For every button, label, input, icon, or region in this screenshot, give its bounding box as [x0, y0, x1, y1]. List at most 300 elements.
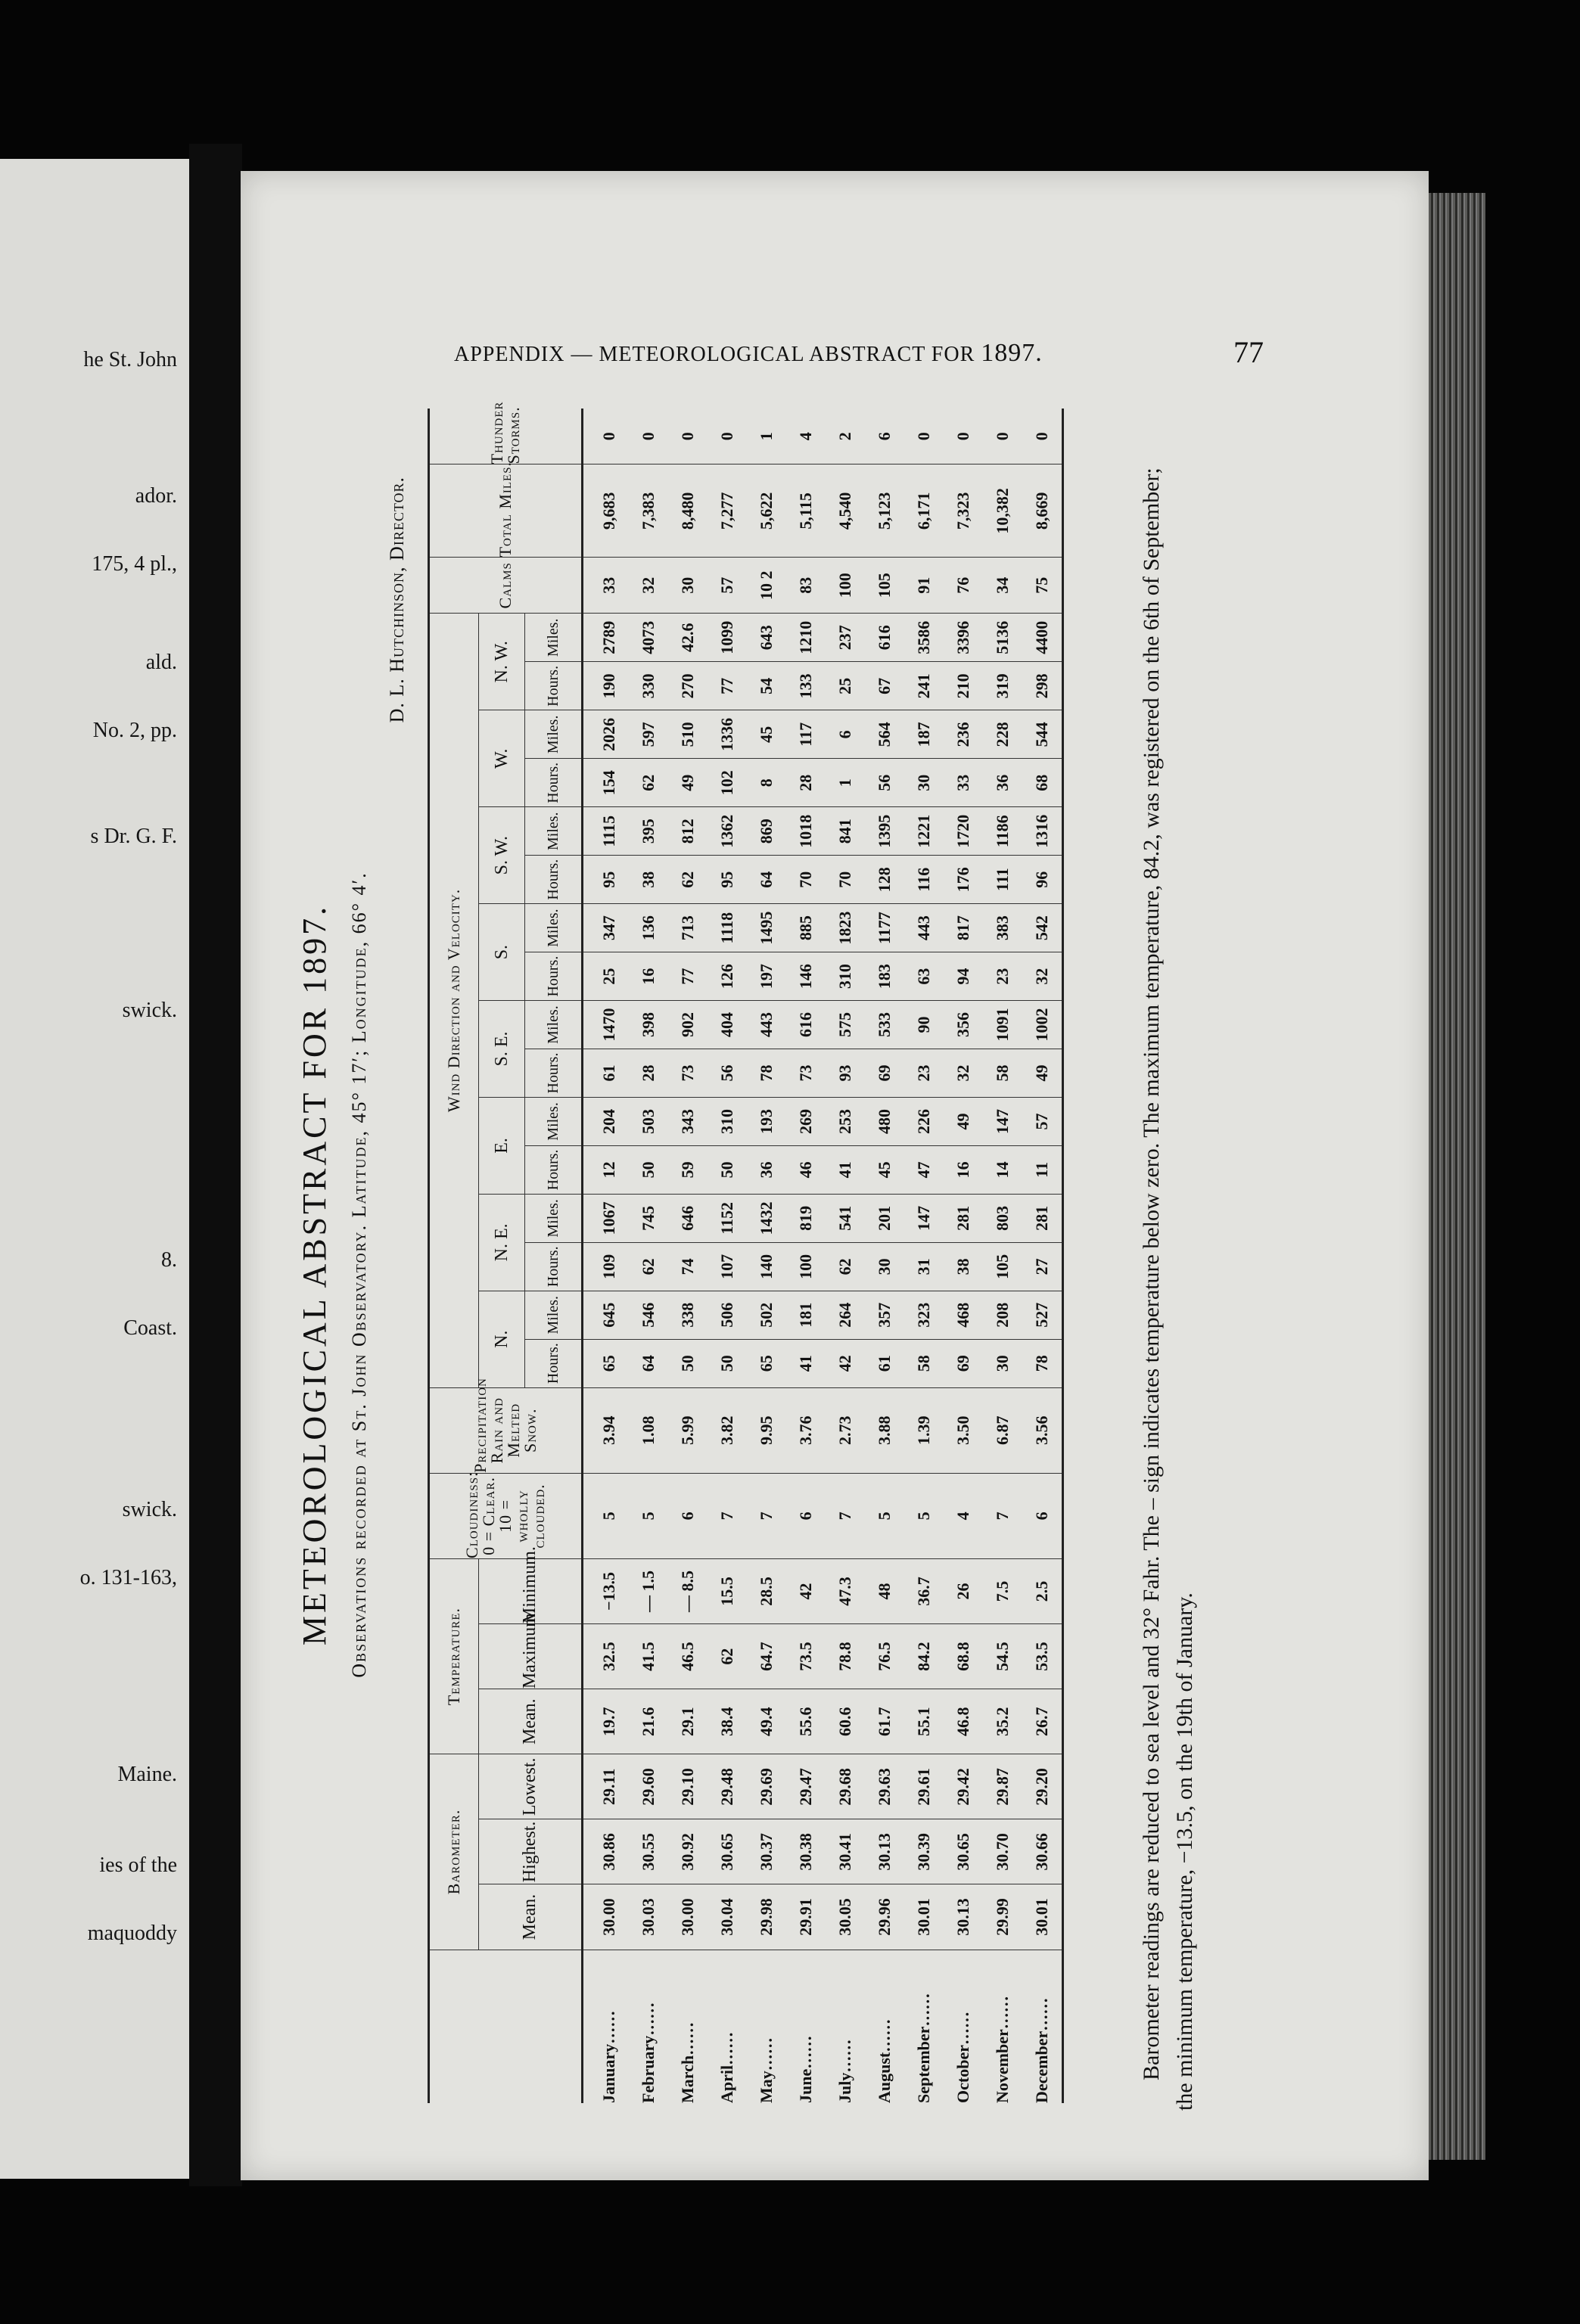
cell-bhigh: 30.38	[786, 1819, 826, 1884]
cell-sh: 23	[983, 952, 1022, 1001]
cell-month: March……	[678, 2021, 697, 2103]
cell-swm: 1115	[583, 807, 630, 856]
cell-bmean: 29.98	[747, 1884, 786, 1950]
nw-miles-header: Miles.	[525, 614, 583, 662]
cell-sem: 90	[904, 1001, 944, 1049]
dir-sw-header: S. W.	[479, 807, 525, 904]
cell-tmin: 48	[865, 1558, 904, 1623]
cell-total: 8,480	[668, 464, 708, 558]
cell-wm: 236	[944, 710, 983, 759]
cell-seh: 69	[865, 1049, 904, 1098]
cell-calms: 34	[983, 558, 1022, 614]
cell-blow: 29.87	[983, 1754, 1022, 1819]
cell-blow: 29.47	[786, 1754, 826, 1819]
book-binding	[189, 144, 242, 2186]
cell-calms: 76	[944, 558, 983, 614]
cell-sem: 404	[708, 1001, 747, 1049]
cell-total: 9,683	[583, 464, 630, 558]
cell-thunder: 0	[629, 409, 668, 464]
cell-sem: 356	[944, 1001, 983, 1049]
cell-nwm: 3396	[944, 614, 983, 662]
cell-tmax: 54.5	[983, 1624, 1022, 1689]
left-page-text: ald.	[145, 651, 177, 674]
left-page-text: ador.	[135, 484, 177, 508]
baro-lowest-header: Lowest.	[479, 1754, 583, 1819]
cell-eh: 45	[865, 1145, 904, 1194]
left-page-text: swick.	[122, 999, 177, 1022]
cell-nwm: 42.6	[668, 614, 708, 662]
cell-thunder: 0	[983, 409, 1022, 464]
cell-tmin: 26	[944, 1558, 983, 1623]
cell-bhigh: 30.86	[583, 1819, 630, 1884]
cell-cloud: 5	[865, 1473, 904, 1558]
cell-sh: 183	[865, 952, 904, 1001]
cell-tmean: 46.8	[944, 1689, 983, 1754]
cell-wh: 1	[826, 759, 865, 807]
cell-month: February……	[639, 2002, 658, 2103]
cell-eh: 14	[983, 1145, 1022, 1194]
dir-w-header: W.	[479, 710, 525, 807]
cell-bhigh: 30.65	[708, 1819, 747, 1884]
cell-bmean: 29.99	[983, 1884, 1022, 1950]
cell-sh: 197	[747, 952, 786, 1001]
n-hours-header: Hours.	[525, 1339, 583, 1387]
cell-seh: 73	[786, 1049, 826, 1098]
cell-tmax: 41.5	[629, 1624, 668, 1689]
cell-wh: 30	[904, 759, 944, 807]
cell-nwm: 3586	[904, 614, 944, 662]
cell-bhigh: 30.13	[865, 1819, 904, 1884]
cell-seh: 61	[583, 1049, 630, 1098]
cell-eh: 50	[629, 1145, 668, 1194]
cell-em: 57	[1022, 1097, 1063, 1145]
cell-precip: 3.82	[708, 1387, 747, 1473]
cell-sem: 1002	[1022, 1001, 1063, 1049]
cell-tmean: 21.6	[629, 1689, 668, 1754]
cell-tmin: 47.3	[826, 1558, 865, 1623]
table-row	[668, 409, 708, 2103]
cell-precip: 6.87	[983, 1387, 1022, 1473]
cell-swm: 395	[629, 807, 668, 856]
cell-thunder: 0	[668, 409, 708, 464]
cell-eh: 50	[708, 1145, 747, 1194]
cell-wm: 2026	[583, 710, 630, 759]
cell-precip: 1.39	[904, 1387, 944, 1473]
meteorological-table	[428, 401, 1071, 2103]
left-page-fragment	[0, 159, 189, 2179]
cell-swm: 1316	[1022, 807, 1063, 856]
table-director: D. L. Hutchinson, Director.	[386, 477, 408, 723]
cell-total: 6,171	[904, 464, 944, 558]
cell-swm: 1362	[708, 807, 747, 856]
cell-nem: 1067	[583, 1194, 630, 1242]
cell-swm: 1018	[786, 807, 826, 856]
cell-cloud: 7	[747, 1473, 786, 1558]
cell-month: December……	[1032, 1997, 1051, 2103]
cell-calms: 57	[708, 558, 747, 614]
cell-wm: 564	[865, 710, 904, 759]
cell-tmin: −13.5	[583, 1558, 630, 1623]
cell-month: May……	[757, 2037, 776, 2103]
cell-wm: 510	[668, 710, 708, 759]
left-page-text: 8.	[161, 1248, 177, 1272]
cell-blow: 29.61	[904, 1754, 944, 1819]
cell-neh: 100	[786, 1242, 826, 1291]
cell-nm: 181	[786, 1291, 826, 1339]
cell-bmean: 30.04	[708, 1884, 747, 1950]
cell-sm: 542	[1022, 904, 1063, 952]
cell-eh: 16	[944, 1145, 983, 1194]
cell-thunder: 0	[904, 409, 944, 464]
cell-tmax: 32.5	[583, 1624, 630, 1689]
cell-total: 5,622	[747, 464, 786, 558]
cell-calms: 30	[668, 558, 708, 614]
cell-sh: 63	[904, 952, 944, 1001]
cell-bhigh: 30.41	[826, 1819, 865, 1884]
cell-nwm: 1210	[786, 614, 826, 662]
cell-thunder: 6	[865, 409, 904, 464]
cell-bmean: 30.05	[826, 1884, 865, 1950]
cell-nm: 357	[865, 1291, 904, 1339]
cell-nem: 803	[983, 1194, 1022, 1242]
page-number: 77	[1233, 335, 1264, 369]
table-footnote: Barometer readings are reduced to sea level and 32° Fahr. The – sign indicates temperature below zero. The maximum temperature, 84.2, was registered on the 6th of September; the minimum temperature, −13.5, on the 19th of January.	[1139, 468, 1197, 2111]
cell-thunder: 2	[826, 409, 865, 464]
cell-nm: 468	[944, 1291, 983, 1339]
cell-sh: 77	[668, 952, 708, 1001]
cell-nwh: 319	[983, 662, 1022, 710]
cell-nm: 323	[904, 1291, 944, 1339]
cell-seh: 73	[668, 1049, 708, 1098]
cell-month: September……	[914, 1993, 933, 2103]
se-hours-header: Hours.	[525, 1049, 583, 1098]
cell-wh: 154	[583, 759, 630, 807]
cell-nem: 819	[786, 1194, 826, 1242]
cell-tmax: 62	[708, 1624, 747, 1689]
cell-bhigh: 30.55	[629, 1819, 668, 1884]
cell-eh: 59	[668, 1145, 708, 1194]
cell-neh: 27	[1022, 1242, 1063, 1291]
cell-nwm: 643	[747, 614, 786, 662]
cell-swh: 176	[944, 856, 983, 904]
cell-month: November……	[993, 1996, 1012, 2103]
cell-nwh: 210	[944, 662, 983, 710]
cell-em: 269	[786, 1097, 826, 1145]
cell-sem: 575	[826, 1001, 865, 1049]
cell-nh: 61	[865, 1339, 904, 1387]
cell-bhigh: 30.92	[668, 1819, 708, 1884]
cell-nem: 541	[826, 1194, 865, 1242]
cell-blow: 29.68	[826, 1754, 865, 1819]
cell-sm: 1177	[865, 904, 904, 952]
cell-bmean: 30.01	[904, 1884, 944, 1950]
cell-nwh: 25	[826, 662, 865, 710]
cell-nwm: 2789	[583, 614, 630, 662]
cell-wh: 102	[708, 759, 747, 807]
cell-em: 253	[826, 1097, 865, 1145]
left-page-text: No. 2, pp.	[92, 719, 177, 742]
cell-total: 4,540	[826, 464, 865, 558]
cell-tmax: 76.5	[865, 1624, 904, 1689]
cell-wm: 187	[904, 710, 944, 759]
total-miles-header: Total Miles.	[429, 464, 583, 558]
table-subtitle: Observations recorded at St. John Observatory. Latitude, 45° 17′; Longitude, 66° 4′.	[348, 872, 370, 1678]
table-row	[983, 409, 1022, 2103]
cell-nem: 1152	[708, 1194, 747, 1242]
cell-seh: 56	[708, 1049, 747, 1098]
cell-swh: 111	[983, 856, 1022, 904]
cell-sm: 383	[983, 904, 1022, 952]
cell-blow: 29.60	[629, 1754, 668, 1819]
running-year: 1897.	[981, 339, 1043, 367]
cell-nh: 58	[904, 1339, 944, 1387]
cell-tmax: 78.8	[826, 1624, 865, 1689]
cell-tmean: 55.1	[904, 1689, 944, 1754]
thunder-storms-header: Thunder Storms.	[429, 409, 583, 464]
cell-sh: 146	[786, 952, 826, 1001]
cell-swm: 1395	[865, 807, 904, 856]
cell-thunder: 0	[583, 409, 630, 464]
cell-wh: 33	[944, 759, 983, 807]
cell-total: 5,123	[865, 464, 904, 558]
cell-nwh: 77	[708, 662, 747, 710]
cell-seh: 32	[944, 1049, 983, 1098]
cell-wm: 6	[826, 710, 865, 759]
cell-sh: 16	[629, 952, 668, 1001]
cell-tmean: 38.4	[708, 1689, 747, 1754]
cell-thunder: 0	[708, 409, 747, 464]
cell-swm: 841	[826, 807, 865, 856]
cell-bmean: 30.13	[944, 1884, 983, 1950]
cell-neh: 38	[944, 1242, 983, 1291]
cell-swh: 128	[865, 856, 904, 904]
cell-sm: 1495	[747, 904, 786, 952]
cell-tmin: 28.5	[747, 1558, 786, 1623]
cell-precip: 3.56	[1022, 1387, 1063, 1473]
table-row	[786, 409, 826, 2103]
cell-nh: 69	[944, 1339, 983, 1387]
cell-tmean: 49.4	[747, 1689, 786, 1754]
cell-tmin: — 8.5	[668, 1558, 708, 1623]
cell-total: 8,669	[1022, 464, 1063, 558]
table-row	[904, 409, 944, 2103]
month-header-blank	[429, 1950, 583, 2103]
cell-sm: 136	[629, 904, 668, 952]
cell-total: 5,115	[786, 464, 826, 558]
dir-nw-header: N. W.	[479, 614, 525, 710]
temp-mean-header: Mean.	[479, 1689, 583, 1754]
cell-tmax: 53.5	[1022, 1624, 1063, 1689]
cell-nm: 502	[747, 1291, 786, 1339]
w-miles-header: Miles.	[525, 710, 583, 759]
running-header	[454, 339, 1264, 368]
cell-nwh: 298	[1022, 662, 1063, 710]
cell-neh: 140	[747, 1242, 786, 1291]
dir-e-header: E.	[479, 1097, 525, 1194]
cell-tmean: 60.6	[826, 1689, 865, 1754]
cell-blow: 29.42	[944, 1754, 983, 1819]
cell-nwm: 4400	[1022, 614, 1063, 662]
cell-month: June……	[796, 2035, 815, 2103]
cell-calms: 75	[1022, 558, 1063, 614]
cell-cloud: 7	[983, 1473, 1022, 1558]
cell-nem: 147	[904, 1194, 944, 1242]
cell-sem: 443	[747, 1001, 786, 1049]
cell-blow: 29.69	[747, 1754, 786, 1819]
cell-nh: 50	[668, 1339, 708, 1387]
cell-bmean: 29.91	[786, 1884, 826, 1950]
cell-wm: 544	[1022, 710, 1063, 759]
cell-nwh: 54	[747, 662, 786, 710]
precipitation-header: Precipitation Rain and Melted Snow.	[429, 1387, 583, 1473]
cell-wm: 228	[983, 710, 1022, 759]
cell-nm: 264	[826, 1291, 865, 1339]
ne-hours-header: Hours.	[525, 1242, 583, 1291]
cell-sem: 616	[786, 1001, 826, 1049]
cell-nh: 64	[629, 1339, 668, 1387]
cell-eh: 47	[904, 1145, 944, 1194]
cell-sm: 817	[944, 904, 983, 952]
cell-cloud: 7	[826, 1473, 865, 1558]
baro-mean-header: Mean.	[479, 1884, 583, 1950]
cell-precip: 3.88	[865, 1387, 904, 1473]
cell-wh: 8	[747, 759, 786, 807]
cell-nh: 30	[983, 1339, 1022, 1387]
cell-sm: 1118	[708, 904, 747, 952]
cell-tmean: 29.1	[668, 1689, 708, 1754]
cell-em: 226	[904, 1097, 944, 1145]
cell-nh: 42	[826, 1339, 865, 1387]
cell-nem: 201	[865, 1194, 904, 1242]
cell-thunder: 0	[1022, 409, 1063, 464]
left-page-text: s Dr. G. F.	[90, 825, 177, 848]
cell-eh: 36	[747, 1145, 786, 1194]
baro-highest-header: Highest.	[479, 1819, 583, 1884]
cell-precip: 9.95	[747, 1387, 786, 1473]
cell-nm: 506	[708, 1291, 747, 1339]
cell-swh: 96	[1022, 856, 1063, 904]
cell-nm: 546	[629, 1291, 668, 1339]
cell-seh: 58	[983, 1049, 1022, 1098]
table-row	[583, 409, 630, 2103]
sw-hours-header: Hours.	[525, 856, 583, 904]
cell-nwh: 241	[904, 662, 944, 710]
dir-s-header: S.	[479, 904, 525, 1001]
cell-em: 204	[583, 1097, 630, 1145]
cell-nem: 1432	[747, 1194, 786, 1242]
cell-sh: 32	[1022, 952, 1063, 1001]
left-page-text: he St. John	[83, 348, 177, 371]
s-hours-header: Hours.	[525, 952, 583, 1001]
cell-nh: 41	[786, 1339, 826, 1387]
cell-month: April……	[717, 2031, 736, 2103]
cell-neh: 62	[826, 1242, 865, 1291]
cell-wh: 62	[629, 759, 668, 807]
cell-neh: 105	[983, 1242, 1022, 1291]
cell-nem: 646	[668, 1194, 708, 1242]
n-miles-header: Miles.	[525, 1291, 583, 1339]
cell-eh: 11	[1022, 1145, 1063, 1194]
cell-tmin: 15.5	[708, 1558, 747, 1623]
wind-group-header: Wind Direction and Velocity.	[429, 614, 479, 1388]
s-miles-header: Miles.	[525, 904, 583, 952]
cell-wh: 28	[786, 759, 826, 807]
cell-sm: 347	[583, 904, 630, 952]
left-page-text: ies of the	[99, 1853, 177, 1877]
cell-wm: 117	[786, 710, 826, 759]
cell-swh: 116	[904, 856, 944, 904]
cell-cloud: 7	[708, 1473, 747, 1558]
cell-em: 310	[708, 1097, 747, 1145]
e-hours-header: Hours.	[525, 1145, 583, 1194]
left-page-text: swick.	[122, 1498, 177, 1521]
cell-cloud: 5	[583, 1473, 630, 1558]
cell-bhigh: 30.39	[904, 1819, 944, 1884]
cell-swh: 95	[583, 856, 630, 904]
cell-tmin: 2.5	[1022, 1558, 1063, 1623]
table-row	[747, 409, 786, 2103]
page-edges	[1429, 193, 1485, 2160]
cell-cloud: 6	[786, 1473, 826, 1558]
cell-tmean: 55.6	[786, 1689, 826, 1754]
cell-precip: 2.73	[826, 1387, 865, 1473]
cell-bhigh: 30.66	[1022, 1819, 1063, 1884]
cell-swh: 70	[786, 856, 826, 904]
cell-blow: 29.11	[583, 1754, 630, 1819]
cell-nm: 338	[668, 1291, 708, 1339]
cell-swh: 64	[747, 856, 786, 904]
cell-em: 193	[747, 1097, 786, 1145]
left-page-text: Maine.	[117, 1763, 177, 1786]
cell-month: August……	[875, 2018, 894, 2103]
cell-wh: 68	[1022, 759, 1063, 807]
cell-month: October……	[953, 2012, 972, 2103]
cell-sm: 443	[904, 904, 944, 952]
cell-em: 49	[944, 1097, 983, 1145]
cell-neh: 31	[904, 1242, 944, 1291]
cell-nwm: 4073	[629, 614, 668, 662]
cell-seh: 23	[904, 1049, 944, 1098]
cell-sh: 25	[583, 952, 630, 1001]
left-page-text: o. 131-163,	[79, 1566, 177, 1589]
cell-nwh: 330	[629, 662, 668, 710]
cell-nwh: 133	[786, 662, 826, 710]
cell-seh: 78	[747, 1049, 786, 1098]
cell-blow: 29.48	[708, 1754, 747, 1819]
cell-wm: 1336	[708, 710, 747, 759]
cell-calms: 91	[904, 558, 944, 614]
cell-total: 7,277	[708, 464, 747, 558]
cell-precip: 3.76	[786, 1387, 826, 1473]
cell-swh: 70	[826, 856, 865, 904]
e-miles-header: Miles.	[525, 1097, 583, 1145]
cell-nh: 50	[708, 1339, 747, 1387]
cell-bhigh: 30.70	[983, 1819, 1022, 1884]
cell-bhigh: 30.37	[747, 1819, 786, 1884]
ne-miles-header: Miles.	[525, 1194, 583, 1242]
cell-cloud: 6	[668, 1473, 708, 1558]
cell-wh: 36	[983, 759, 1022, 807]
cell-swh: 62	[668, 856, 708, 904]
table-row	[826, 409, 865, 2103]
cell-tmean: 26.7	[1022, 1689, 1063, 1754]
cell-sm: 713	[668, 904, 708, 952]
cell-seh: 93	[826, 1049, 865, 1098]
cell-precip: 5.99	[668, 1387, 708, 1473]
cell-cloud: 5	[629, 1473, 668, 1558]
cell-bmean: 30.03	[629, 1884, 668, 1950]
se-miles-header: Miles.	[525, 1001, 583, 1049]
